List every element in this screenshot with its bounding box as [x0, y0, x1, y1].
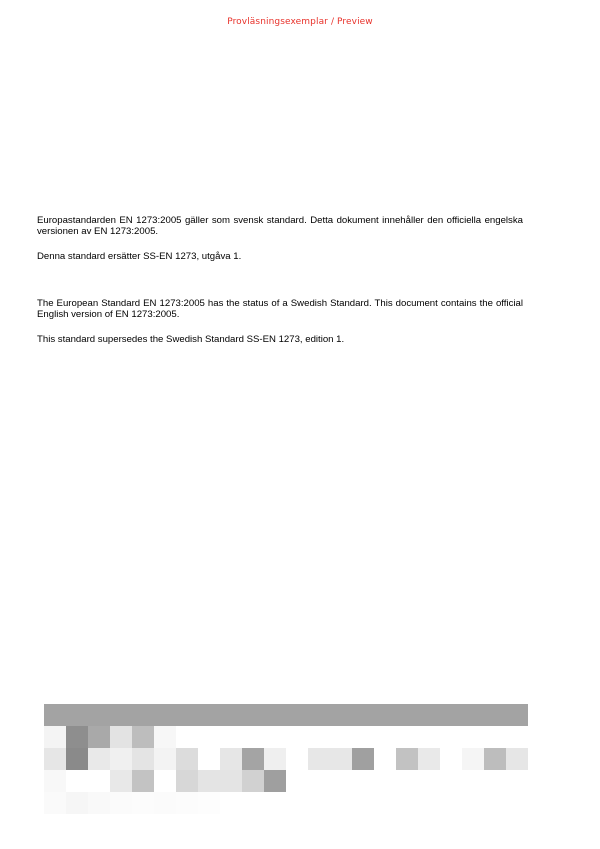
pixel-tile: [308, 748, 330, 770]
pixel-tile: [66, 726, 88, 748]
pixel-tile: [110, 770, 132, 792]
pixel-tile: [44, 726, 66, 748]
pixel-tile: [242, 770, 264, 792]
pixel-tile: [264, 770, 286, 792]
pixel-tile: [264, 748, 286, 770]
pixel-tile: [484, 748, 506, 770]
pixel-tile: [154, 792, 176, 814]
pixel-tile: [220, 748, 242, 770]
pixelated-bar: [44, 704, 528, 726]
pixel-tile: [110, 792, 132, 814]
pixel-tile: [506, 748, 528, 770]
pixel-tile: [242, 748, 264, 770]
english-body-paragraph: The European Standard EN 1273:2005 has the status of a Swedish Standard. This document contains the official English version of EN 1273:2005.: [37, 298, 523, 320]
pixel-tile: [132, 748, 154, 770]
pixel-tile: [132, 726, 154, 748]
pixel-tile: [176, 792, 198, 814]
english-supersedes-paragraph: This standard supersedes the Swedish Standard SS-EN 1273, edition 1.: [37, 334, 345, 345]
pixel-tile: [154, 726, 176, 748]
pixel-tile: [396, 748, 418, 770]
pixel-tile: [44, 748, 66, 770]
pixel-tile: [176, 748, 198, 770]
pixel-tile: [66, 748, 88, 770]
pixel-tile: [198, 792, 220, 814]
pixel-tile: [462, 748, 484, 770]
pixel-tile: [330, 748, 352, 770]
pixel-tile: [110, 748, 132, 770]
pixel-tile: [352, 748, 374, 770]
pixel-tile: [44, 770, 66, 792]
pixel-tile: [44, 792, 66, 814]
pixelated-redacted-block: [22, 704, 532, 824]
pixel-tile: [132, 792, 154, 814]
pixel-tile: [66, 792, 88, 814]
pixel-tile: [198, 770, 220, 792]
pixel-tile: [418, 748, 440, 770]
pixel-tile: [110, 726, 132, 748]
pixel-tile: [176, 770, 198, 792]
pixel-tile: [154, 748, 176, 770]
pixel-tile: [220, 770, 242, 792]
swedish-body-paragraph: Europastandarden EN 1273:2005 gäller som svensk standard. Detta dokument innehåller den officiella engelska versionen av EN 1273:2005.: [37, 215, 523, 237]
pixel-tile: [88, 792, 110, 814]
swedish-supersedes-paragraph: Denna standard ersätter SS-EN 1273, utgåva 1.: [37, 251, 242, 262]
preview-banner: Provläsningsexemplar / Preview: [227, 17, 373, 27]
pixel-tile: [88, 726, 110, 748]
pixel-tile: [132, 770, 154, 792]
pixel-tile: [88, 748, 110, 770]
